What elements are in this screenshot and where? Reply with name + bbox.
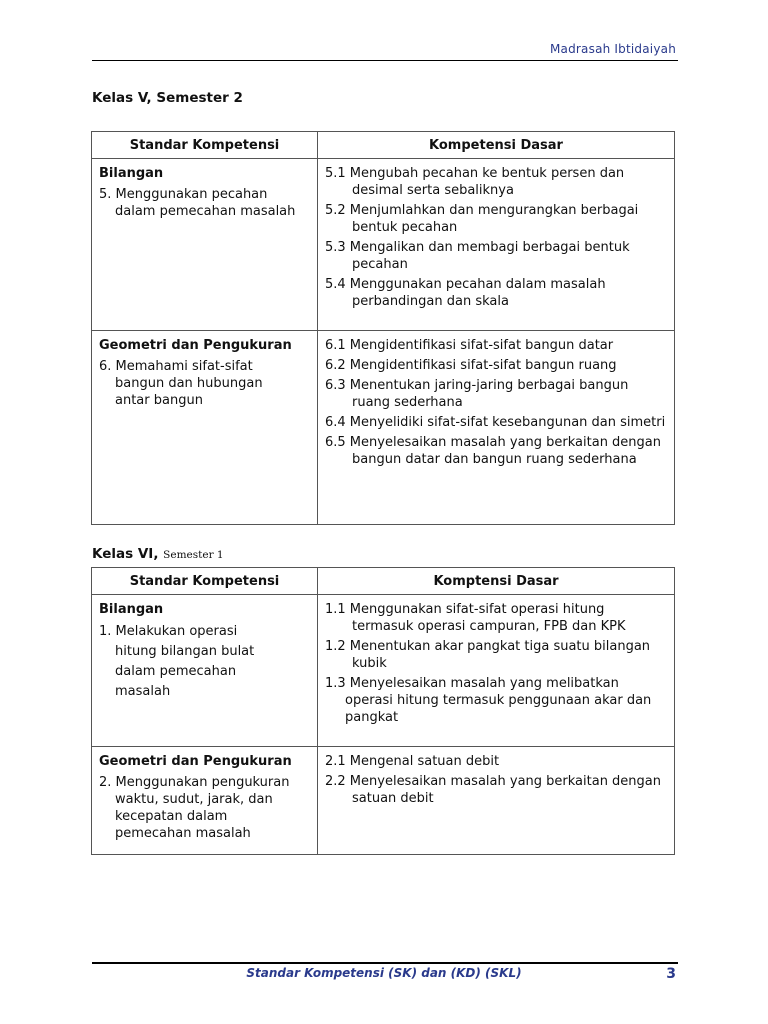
kd-item: 5.4 Menggunakan pecahan dalam masalah perbandingan dan skala [325, 277, 606, 309]
kd-item: 2.1 Mengenal satuan debit [325, 754, 500, 769]
kd-item: 2.2 Menyelesaikan masalah yang berkaitan dengan satuan debit [325, 774, 662, 806]
kd-item: 6.5 Menyelesaikan masalah yang berkaitan dengan bangun datar dan bangun ruang sederhana [325, 435, 662, 467]
sk-text: 6. Memahami sifat-sifat bangun dan hubungan antar bangun [99, 359, 263, 408]
table-row [92, 595, 675, 747]
section2-title-semester: Semester 1 [163, 549, 224, 561]
sk-text: 5. Menggunakan pecahan dalam pemecahan masalah [99, 187, 296, 219]
header-title: Madrasah Ibtidaiyah [550, 42, 676, 56]
sk-text: 2. Menggunakan pengukuran waktu, sudut, jarak, dan kecepatan dalam pemecahan masalah [99, 775, 290, 841]
section1-table [91, 131, 675, 525]
sk-category: Geometri dan Pengukuran [99, 338, 292, 353]
table-header-row [92, 568, 675, 595]
footer-title: Standar Kompetensi (SK) dan (KD) (SKL) [246, 966, 522, 980]
kd-item: 1.3 Menyelesaikan masalah yang melibatkan operasi hitung termasuk penggunaan akar dan pangkat [325, 676, 652, 725]
header-divider [92, 60, 678, 61]
sk-cell [92, 159, 318, 331]
section2-table [91, 567, 675, 855]
table-row [92, 747, 675, 855]
section2-title-main: Kelas VI [92, 546, 154, 562]
kd-cell [318, 595, 675, 747]
kd-item: 5.3 Mengalikan dan membagi berbagai bentuk pecahan [325, 240, 630, 272]
kd-item: 6.1 Mengidentifikasi sifat-sifat bangun datar [325, 338, 614, 353]
sk-category: Geometri dan Pengukuran [99, 754, 292, 769]
kd-cell [318, 331, 675, 525]
kd-cell [318, 159, 675, 331]
col-header-sk: Standar Kompetensi [92, 132, 318, 159]
kd-item: 6.3 Menentukan jaring-jaring berbagai bangun ruang sederhana [325, 378, 629, 410]
col-header-kd: Komptensi Dasar [318, 568, 675, 595]
table-header-row [92, 132, 675, 159]
sk-text: 1. Melakukan operasi hitung bilangan bulat dalam pemecahan masalah [99, 624, 255, 699]
sk-cell [92, 595, 318, 747]
kd-item: 5.2 Menjumlahkan dan mengurangkan berbagai bentuk pecahan [325, 203, 639, 235]
kd-item: 6.4 Menyelidiki sifat-sifat kesebangunan dan simetri [325, 415, 666, 430]
footer-divider [92, 962, 678, 964]
sk-cell [92, 747, 318, 855]
kd-cell [318, 747, 675, 855]
section1-title: Kelas V, Semester 2 [92, 90, 243, 106]
kd-item: 6.2 Mengidentifikasi sifat-sifat bangun ruang [325, 358, 617, 373]
table-row [92, 159, 675, 331]
sk-category: Bilangan [99, 602, 164, 617]
col-header-kd: Kompetensi Dasar [318, 132, 675, 159]
col-header-sk: Standar Kompetensi [92, 568, 318, 595]
kd-item: 5.1 Mengubah pecahan ke bentuk persen dan desimal serta sebaliknya [325, 166, 625, 198]
page-number: 3 [666, 966, 676, 982]
kd-item: 1.2 Menentukan akar pangkat tiga suatu bilangan kubik [325, 639, 651, 671]
section2-title: Kelas VI, Semester 1 [92, 546, 224, 562]
sk-category: Bilangan [99, 166, 164, 181]
table-row [92, 331, 675, 525]
sk-cell [92, 331, 318, 525]
kd-item: 1.1 Menggunakan sifat-sifat operasi hitung termasuk operasi campuran, FPB dan KPK [325, 602, 626, 634]
